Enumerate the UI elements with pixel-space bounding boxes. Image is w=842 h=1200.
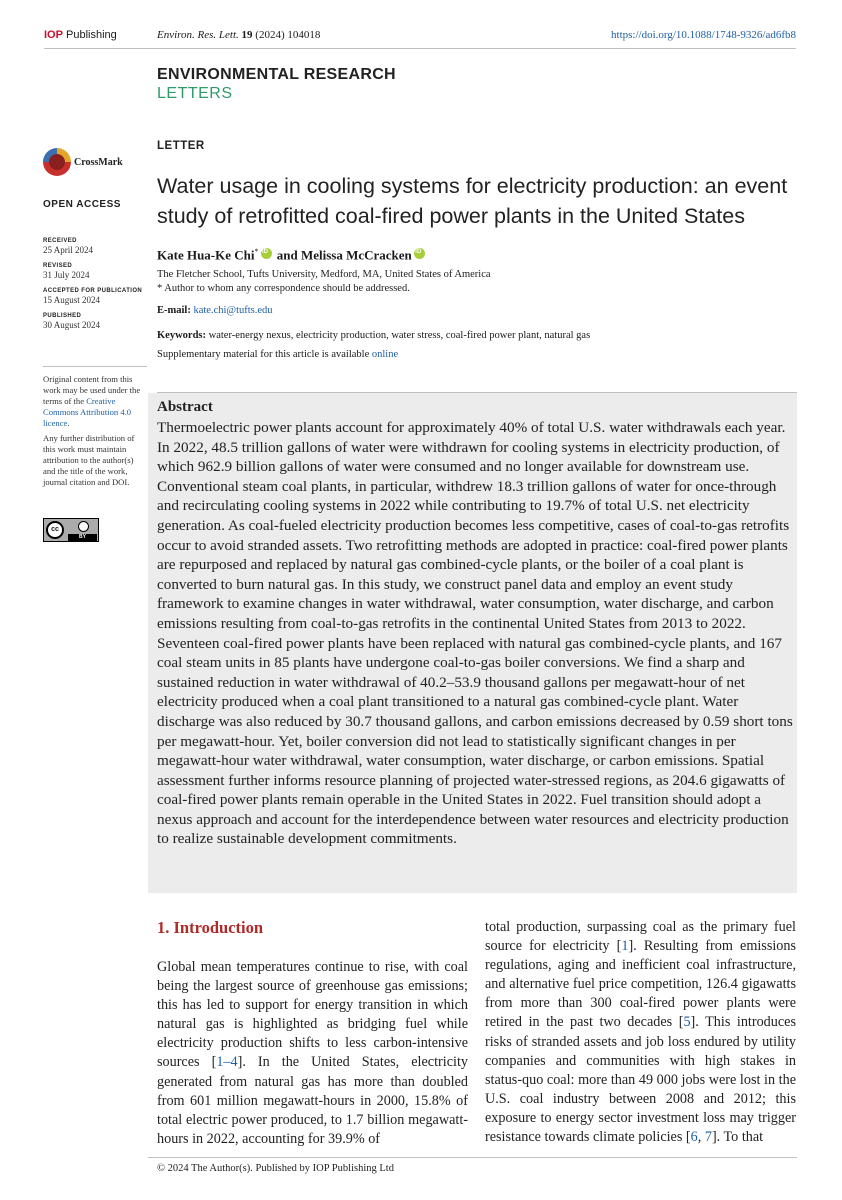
- author-2: and Melissa McCracken: [276, 247, 412, 263]
- correspondence-note: * Author to whom any correspondence should be addressed.: [157, 283, 410, 294]
- copyright-footer: © 2024 The Author(s). Published by IOP Publishing Ltd: [157, 1163, 394, 1174]
- journal-title-line1: ENVIRONMENTAL RESEARCH: [157, 66, 396, 83]
- license-paragraph-2: Any further distribution of this work must maintain attribution to the author(s) and the title of the work, journal citation and DOI.: [43, 433, 135, 487]
- intro-text: ]. To that: [711, 1129, 764, 1146]
- cc-icon: cc: [46, 521, 64, 539]
- date-label-accepted: ACCEPTED FOR PUBLICATION: [43, 288, 143, 294]
- keywords-line: [157, 330, 797, 341]
- author-list: [157, 247, 797, 263]
- email-label: E-mail:: [157, 305, 191, 316]
- cc-by-license-badge[interactable]: [43, 518, 99, 542]
- footer-divider: [148, 1157, 797, 1158]
- date-value-revised: 31 July 2024: [43, 270, 90, 280]
- corresponding-mark: *: [254, 247, 259, 256]
- article-title: Water usage in cooling systems for electricity production: an event study of retrofitted coal-fired power plants in the United States: [157, 174, 788, 228]
- publication-dates: [43, 238, 147, 330]
- intro-text: total production, surpassing coal as the primary fuel source for electricity [: [485, 919, 796, 955]
- journal-title-line2: LETTERS: [157, 85, 233, 102]
- citation-link[interactable]: 5: [683, 1014, 691, 1031]
- affiliation: The Fletcher School, Tufts University, Medford, MA, United States of America: [157, 269, 491, 280]
- header-divider: [44, 48, 796, 49]
- citation-link[interactable]: 1–4: [216, 1054, 238, 1071]
- date-value-accepted: 15 August 2024: [43, 295, 101, 305]
- intro-text: ]. This introduces risks of stranded assets and job loss endured by utility companies and communities with high stakes in status-quo coal: more than 49 000 jobs were lost in the U.S. coal industry between 2008 and 2012; this exposure to energy sector investment loss may trigger resistance towards climate policies [: [485, 1014, 796, 1146]
- attribution-circle: [78, 521, 89, 532]
- license-link[interactable]: Creative Commons Attribution 4.0 licence: [43, 396, 132, 428]
- journal-title: [157, 66, 396, 103]
- citation-link[interactable]: 1: [621, 938, 629, 955]
- affiliation-block: [157, 268, 797, 296]
- open-access-label: OPEN ACCESS: [43, 199, 121, 210]
- orcid-icon[interactable]: [414, 248, 425, 259]
- license-suffix: .: [67, 418, 70, 428]
- by-label: BY: [68, 534, 97, 541]
- intro-text: ]. Resulting from emissions regulations, aging and inefficient coal infrastructure, and alternative fuel price competition, 126.4 gigawatts from more than 300 coal-fired power plants were retired in the past two decades [: [485, 938, 796, 1031]
- citation-journal: Environ. Res. Lett.: [157, 29, 239, 41]
- supplementary-text: Supplementary material for this article is available: [157, 349, 370, 360]
- citation-link[interactable]: 6: [690, 1129, 698, 1146]
- email-link[interactable]: kate.chi@tufts.edu: [193, 305, 273, 316]
- license-prefix: Original content from this work may be used under the terms of the: [43, 374, 141, 406]
- date-label-received: RECEIVED: [43, 238, 77, 244]
- citation-link[interactable]: 7: [704, 1129, 712, 1146]
- introduction-heading: 1. Introduction: [157, 918, 264, 937]
- email-line: [157, 305, 797, 316]
- date-value-received: 25 April 2024: [43, 245, 94, 255]
- publisher-name: Publishing: [66, 29, 117, 41]
- keywords-label: Keywords:: [157, 330, 206, 341]
- doi-link[interactable]: https://doi.org/10.1088/1748-9326/ad6fb8: [611, 29, 796, 41]
- supplementary-link[interactable]: online: [371, 349, 399, 360]
- attribution-icon: [70, 521, 96, 533]
- keywords-text: water-energy nexus, electricity production, water stress, coal-fired power plant, natural gas: [208, 330, 591, 341]
- sidebar-divider: [43, 366, 147, 367]
- journal-citation: [157, 29, 320, 41]
- date-value-published: 30 August 2024: [43, 320, 101, 330]
- date-label-published: PUBLISHED: [43, 313, 82, 319]
- intro-text: ,: [697, 1129, 705, 1146]
- intro-text: ]. In the United States, electricity generated from natural gas has more than doubled from 601 million megawatt-hours in 2000, 15.8% of total electric power produced, to 1.7 billion megawatt-hours in 2022, accounting for 39.9% of: [157, 1054, 468, 1147]
- crossmark-label: CrossMark: [74, 157, 123, 168]
- publisher-brand: IOP: [44, 29, 63, 41]
- running-header: [44, 27, 796, 47]
- date-label-revised: REVISED: [43, 263, 73, 269]
- license-paragraph-1: [43, 374, 147, 429]
- author-1: Kate Hua-Ke Chi: [157, 247, 255, 263]
- intro-column-2: [485, 918, 796, 1147]
- intro-text: Global mean temperatures continue to rise, with coal being the largest source of greenhouse gas emissions; this has led to support for energy transition in which natural gas is highlighted as bridging fuel while electricity production shifts to less carbon-intensive sources [: [157, 959, 468, 1071]
- intro-column-1: [157, 958, 468, 1149]
- citation-volume: 19: [241, 29, 253, 41]
- abstract-text: Thermoelectric power plants account for approximately 40% of total U.S. water withdrawals each year. In 2022, 48.5 trillion gallons of water were withdrawn for cooling systems in electricity production, of which 962.9 billion gallons of water were consumed and no longer available for downstream use. Conventional steam coal plants, in particular, withdrew 18.3 trillion gallons of water for once-through and recirculating cooling systems in 2022 while contributing to 19.7% of total U.S. net electricity generation. As coal-fueled electricity production becomes less competitive, cases of coal-to-gas retrofits occur to avoid stranded assets. Two retrofitting methods are adopted in practice: coal-fired power plants are repurposed and replaced by natural gas combined-cycle plants, or the boiler of a coal plant is converted to burn natural gas. In this study, we construct panel data and employ an event study framework to examine changes in water withdrawal, water consumption, water discharge, and carbon emissions resulting from coal-to-gas retrofits in the continental United States from 2013 to 2022. Seventeen coal-fired power plants have been replaced with natural gas combined-cycle plants, and 167 coal steam units in 85 plants have undergone coal-to-gas boiler conversions. We find a sharp and sustained reduction in water withdrawal of 40.2–53.9 thousand gallons per megawatt-hour of net electricity produced when a coal plant transitioned to a natural gas combined-cycle plant. Water discharge was also reduced by 30.7 thousand gallons, and carbon emissions decreased by 0.59 short tons per megawatt-hour. Yet, boiler conversion did not lead to statistically significant changes in per megawatt-hour water withdrawal, water consumption, water discharge, or carbon emissions. Spatial assessment further informs resource planning of projected water-stressed regions, as 204.6 gigawatts of coal-fired power plants remain operable in the United States in 2022. Fuel transition should adopt a nexus approach and account for the interdependence between water resources and electricity production to realize sustainable development commitments.: [157, 419, 793, 848]
- citation-rest: (2024) 104018: [255, 29, 321, 41]
- abstract-heading: Abstract: [157, 399, 213, 415]
- license-notice: [43, 374, 147, 488]
- publisher-logo: [44, 29, 117, 41]
- crossmark-badge[interactable]: [43, 148, 143, 178]
- crossmark-icon: [43, 148, 71, 176]
- orcid-icon[interactable]: [261, 248, 272, 259]
- article-type: LETTER: [157, 140, 205, 152]
- supplementary-line: [157, 349, 797, 360]
